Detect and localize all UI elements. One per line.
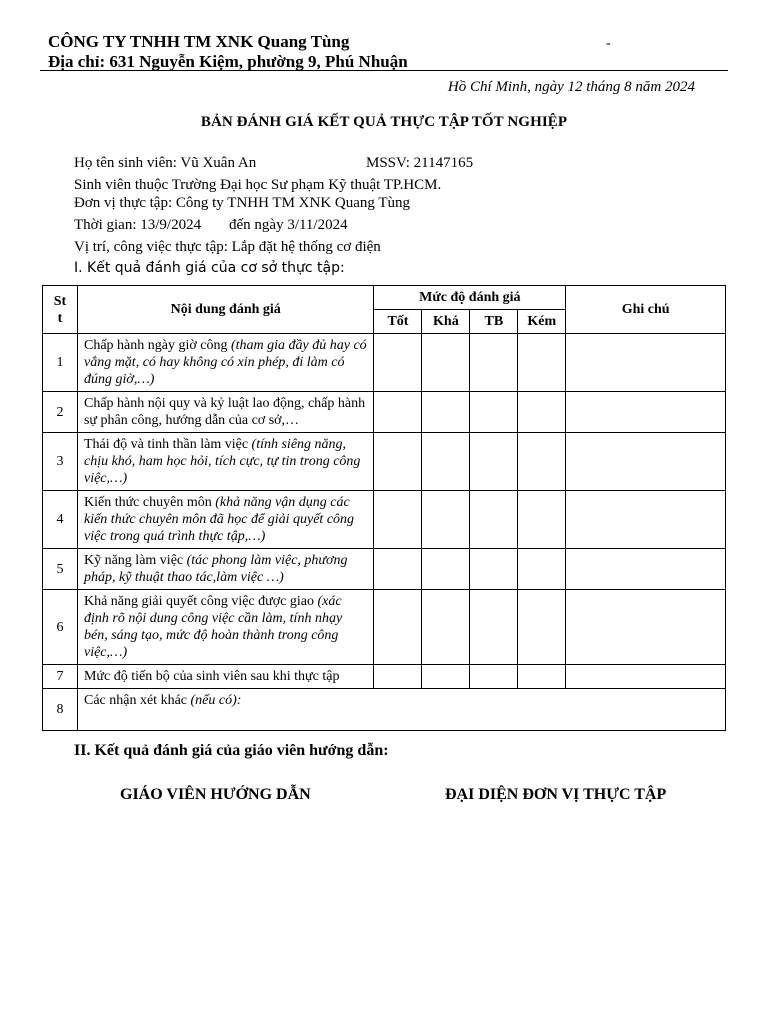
row-stt: 8 <box>43 689 78 731</box>
cell-note[interactable] <box>566 334 726 392</box>
cell-poor[interactable] <box>518 590 566 665</box>
row-content <box>77 665 373 689</box>
header-stt: St t <box>43 286 78 334</box>
row-text: Chấp hành nội quy và kỷ luật lao động, chấp hành sự phân công, hướng dẫn của cơ sở,… <box>83 396 366 428</box>
cell-good[interactable] <box>374 392 422 433</box>
table-row <box>43 590 726 665</box>
cell-average[interactable] <box>470 549 518 590</box>
cell-poor[interactable] <box>518 433 566 491</box>
row-stt: 1 <box>43 334 78 392</box>
student-name: Họ tên sinh viên: Vũ Xuân An <box>74 155 257 171</box>
row-text: Mức độ tiến bộ của sinh viên sau khi thực tập <box>83 669 340 684</box>
internship-time-from: Thời gian: 13/9/2024 <box>74 217 202 233</box>
signature-advisor: GIÁO VIÊN HƯỚNG DẪN <box>120 786 311 803</box>
internship-unit: Đơn vị thực tập: Công ty TNHH TM XNK Quang Tùng <box>74 195 411 211</box>
row-content-other-comments[interactable] <box>77 689 725 731</box>
row-text: Kiến thức chuyên môn <box>83 495 212 510</box>
cell-average[interactable] <box>470 590 518 665</box>
cell-average[interactable] <box>470 392 518 433</box>
company-name: CÔNG TY TNHH TM XNK Quang Tùng <box>48 32 350 51</box>
row-text: Thái độ và tinh thần làm việc <box>83 437 249 452</box>
cell-note[interactable] <box>566 549 726 590</box>
cell-good[interactable] <box>374 590 422 665</box>
table-row <box>43 689 726 731</box>
cell-poor[interactable] <box>518 665 566 689</box>
cell-poor[interactable] <box>518 549 566 590</box>
cell-poor[interactable] <box>518 334 566 392</box>
table-row <box>43 433 726 491</box>
row-stt: 6 <box>43 590 78 665</box>
internship-position: Vị trí, công việc thực tập: Lắp đặt hệ thống cơ điện <box>74 239 381 255</box>
row-italic: (nếu có): <box>190 693 242 708</box>
cell-good[interactable] <box>374 665 422 689</box>
cell-note[interactable] <box>566 665 726 689</box>
header-poor: Kém <box>518 310 566 334</box>
cell-fair[interactable] <box>422 665 470 689</box>
header-content: Nội dung đánh giá <box>77 286 373 334</box>
header-good: Tốt <box>374 310 422 334</box>
header-average: TB <box>470 310 518 334</box>
header-level: Mức độ đánh giá <box>374 286 566 310</box>
cell-good[interactable] <box>374 334 422 392</box>
row-text: Kỹ năng làm việc <box>83 553 184 568</box>
table-row <box>43 334 726 392</box>
row-stt: 7 <box>43 665 78 689</box>
cell-note[interactable] <box>566 491 726 549</box>
row-content <box>77 433 373 491</box>
cell-average[interactable] <box>470 433 518 491</box>
header-divider <box>40 70 728 71</box>
row-italic: (tính siêng năng, chịu khó, ham học hỏi, tích cực, tự tin trong công việc,…) <box>83 437 361 486</box>
row-content <box>77 334 373 392</box>
table-row <box>43 549 726 590</box>
cell-good[interactable] <box>374 491 422 549</box>
row-content <box>77 392 373 433</box>
cell-good[interactable] <box>374 549 422 590</box>
row-stt: 5 <box>43 549 78 590</box>
row-content <box>77 491 373 549</box>
cell-fair[interactable] <box>422 334 470 392</box>
header-note: Ghi chú <box>566 286 726 334</box>
company-address: Địa chỉ: 631 Nguyễn Kiệm, phường 9, Phú Nhuận <box>48 52 408 71</box>
section1-title: I. Kết quả đánh giá của cơ sở thực tập: <box>74 260 345 276</box>
row-stt: 3 <box>43 433 78 491</box>
cell-note[interactable] <box>566 590 726 665</box>
row-italic: (xác định rõ nội dung công việc cần làm, tính nhạy bén, sáng tạo, mức độ hoàn thành trong công việc,…) <box>83 594 343 660</box>
header-fair: Khá <box>422 310 470 334</box>
student-mssv: MSSV: 21147165 <box>366 155 474 171</box>
row-stt: 4 <box>43 491 78 549</box>
signature-unit-representative: ĐẠI DIỆN ĐƠN VỊ THỰC TẬP <box>445 786 667 803</box>
table-row <box>43 392 726 433</box>
row-italic: (tác phong làm việc, phương pháp, kỹ thuật thao tác,làm việc …) <box>83 553 348 585</box>
row-stt: 2 <box>43 392 78 433</box>
row-italic: (khả năng vận dụng các kiến thức chuyên môn đã học để giải quyết công việc trong quá trình thực tập,…) <box>83 495 355 544</box>
row-italic: (tham gia đầy đủ hay có vắng mặt, có hay không có xin phép, đi làm có đúng giờ,…) <box>83 338 367 387</box>
document-title: BẢN ĐÁNH GIÁ KẾT QUẢ THỰC TẬP TỐT NGHIỆP <box>200 114 568 130</box>
cell-fair[interactable] <box>422 549 470 590</box>
cell-poor[interactable] <box>518 392 566 433</box>
row-text: Các nhận xét khác <box>83 693 187 708</box>
row-content <box>77 590 373 665</box>
cell-average[interactable] <box>470 665 518 689</box>
table-row <box>43 491 726 549</box>
row-text: Khả năng giải quyết công việc được giao <box>83 594 314 609</box>
table-row <box>43 665 726 689</box>
header-dash: - <box>606 36 611 51</box>
evaluation-table <box>42 285 726 731</box>
cell-fair[interactable] <box>422 491 470 549</box>
cell-average[interactable] <box>470 334 518 392</box>
student-school: Sinh viên thuộc Trường Đại học Sư phạm Kỹ thuật TP.HCM. <box>74 177 442 193</box>
cell-fair[interactable] <box>422 590 470 665</box>
cell-note[interactable] <box>566 433 726 491</box>
date-line: Hồ Chí Minh, ngày 12 tháng 8 năm 2024 <box>447 79 695 95</box>
cell-note[interactable] <box>566 392 726 433</box>
cell-poor[interactable] <box>518 491 566 549</box>
cell-average[interactable] <box>470 491 518 549</box>
section2-title: II. Kết quả đánh giá của giáo viên hướng dẫn: <box>74 742 389 759</box>
cell-fair[interactable] <box>422 392 470 433</box>
cell-fair[interactable] <box>422 433 470 491</box>
row-content <box>77 549 373 590</box>
cell-good[interactable] <box>374 433 422 491</box>
row-text: Chấp hành ngày giờ công <box>83 338 228 353</box>
internship-time-to: đến ngày 3/11/2024 <box>229 217 348 233</box>
